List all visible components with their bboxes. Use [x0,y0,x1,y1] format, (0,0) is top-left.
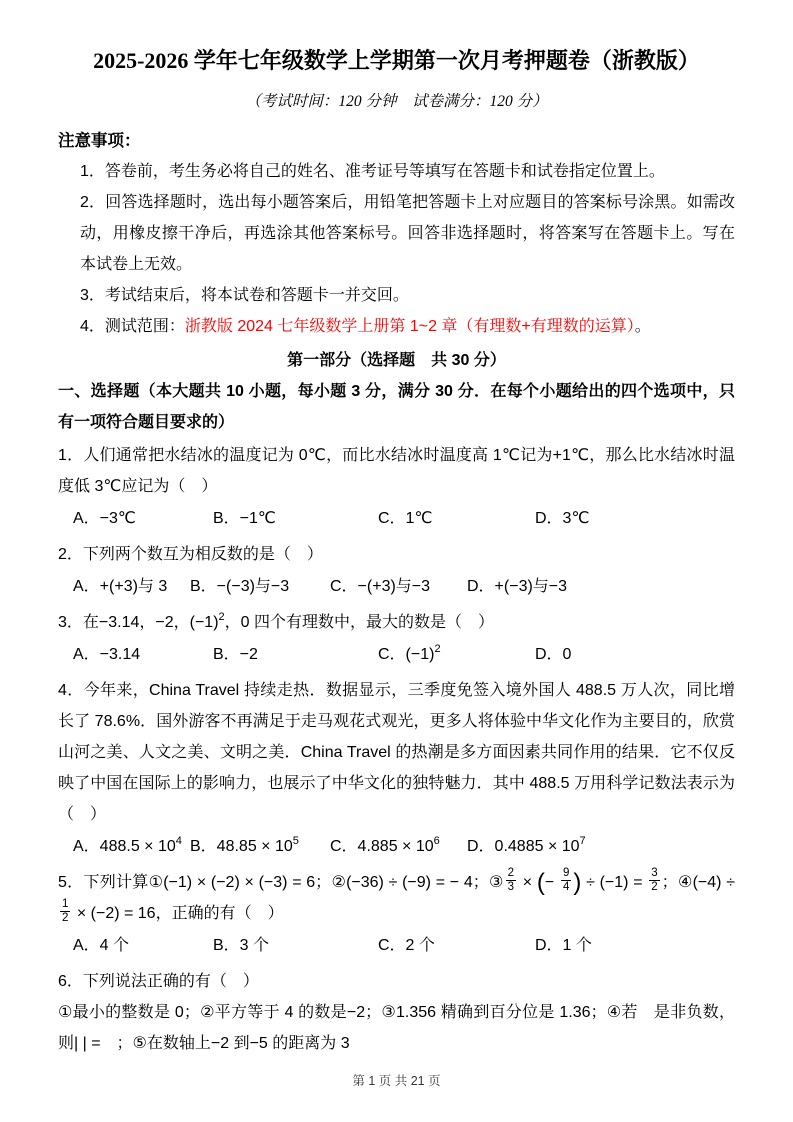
question-5-stem: 5．下列计算①(−1) × (−2) × (−3) = 6；②(−36) ÷ (−9) = − 4；③ $\frac{2}{3}$ × (− $\frac{9}{4}$ ) ÷ (−1) = $\frac{3}{2}$ ；④(−4) ÷ $\frac{1}{2}$ × (−2) = 16，正确的有（ ） [58,867,735,925]
option-a: A．$488.5 \times 10^4$ [73,834,182,855]
option-d: D．1 个 [535,937,592,954]
notice-section [58,126,735,342]
page-number: 第 1 页 共 21 页 [352,1074,441,1088]
question-1-stem: 1．人们通常把水结冰的温度记为 0℃，而比水结冰时温度高 1℃记为+1℃，那么比水结冰时温度低 3℃应记为（ ） [58,447,735,495]
question-4-stem: 4．今年来，China Travel 持续走热．数据显示，三季度免签入境外国人 488.5 万人次，同比增长了 78.6%．国外游客不再满足于走马观花式观光，更多人将体验中华文化作为主要目的，欣赏山河之美、人文之美、文明之美．China Travel 的热潮是多方面因素共同作用的结果．它不仅反映了中国在国际上的影响力，也展示了中华文化的独特魅力．其中 488.5 万用科学记数法表示为（ ） [58,682,735,823]
question-2 [58,539,735,602]
option-b: B．−1℃ [213,510,276,527]
question-3 [58,607,735,670]
question-2-stem: 2．下列两个数互为相反数的是（ ） [58,546,323,563]
option-a: A．+(+3)与 3 [73,578,168,595]
option-d: D．$0.4885 \times 10^7$ [467,834,586,855]
test-scope-highlight: 浙教版 2024 七年级数学上册第 1~2 章（有理数+有理数的运算） [184,318,635,335]
question-4 [58,675,735,862]
option-a: A．4 个 [73,937,130,954]
page-title: 2025-2026 学年七年级数学上学期第一次月考押题卷（浙教版） [93,48,700,73]
option-d: D．3℃ [535,510,590,527]
question-4-options [58,831,735,862]
option-b: B．3 个 [213,937,270,954]
option-c: C．1℃ [378,510,433,527]
exam-info: （考试时间：120 分钟 试卷满分：120 分） [245,93,548,110]
option-b: B．−2 [213,646,258,663]
question-2-options [58,571,735,602]
notice-item-4 [80,311,735,342]
notice-item-1: 1．答卷前，考生务必将自己的姓名、准考证号等填写在答题卡和试卷指定位置上。 [80,163,665,180]
notice-item-4-period: 。 [634,318,651,335]
option-d: D．0 [535,646,572,663]
question-5 [58,867,735,961]
option-b: B．$48.85 \times 10^5$ [190,834,299,855]
question-6-statements: ①最小的整数是 0；②平方等于 4 的数是−2；③1.356 精确到百分位是 1.36；④若 是非负数，则| | = ；⑤在数轴上−2 到−5 的距离为 3 [58,1004,735,1052]
section-1-title: 第一部分（选择题 共 30 分） [287,352,506,369]
option-a: A．−3.14 [73,646,141,663]
question-6 [58,966,735,1059]
question-5-options [58,930,735,961]
option-b: B．−(−3)与−3 [190,578,290,595]
question-1 [58,440,735,534]
question-6-stem: 6．下列说法正确的有（ ） [58,973,259,990]
section-1-instructions: 一、选择题（本大题共 10 小题，每小题 3 分，满分 30 分．在每个小题给出的四个选项中，只有一项符合题目要求的） [58,383,735,431]
option-c: C．−(+3)与−3 [330,578,431,595]
option-a: A．−3℃ [73,510,136,527]
option-c: C．2 个 [378,937,435,954]
question-1-options [58,503,735,534]
option-d: D．+(−3)与−3 [467,578,568,595]
option-c: C．$4.885 \times 10^6$ [330,834,440,855]
notice-item-2: 2．回答选择题时，选出每小题答案后，用铅笔把答题卡上对应题目的答案标号涂黑。如需改动，用橡皮擦干净后，再选涂其他答案标号。回答非选择题时，将答案写在答题卡上。写在本试卷上无效。 [80,194,735,273]
notice-item-3: 3．考试结束后，将本试卷和答题卡一并交回。 [80,287,409,304]
option-c: C．$(-1)^2$ [378,642,441,663]
question-3-stem: 3．在−3.14，−2，$(-1)^2$，0 四个有理数中，最大的数是（ ） [58,610,495,631]
notice-item-4-label: 4．测试范围： [80,318,185,335]
page-footer [0,1072,793,1090]
notice-heading: 注意事项： [58,132,141,150]
question-3-options [58,639,735,670]
